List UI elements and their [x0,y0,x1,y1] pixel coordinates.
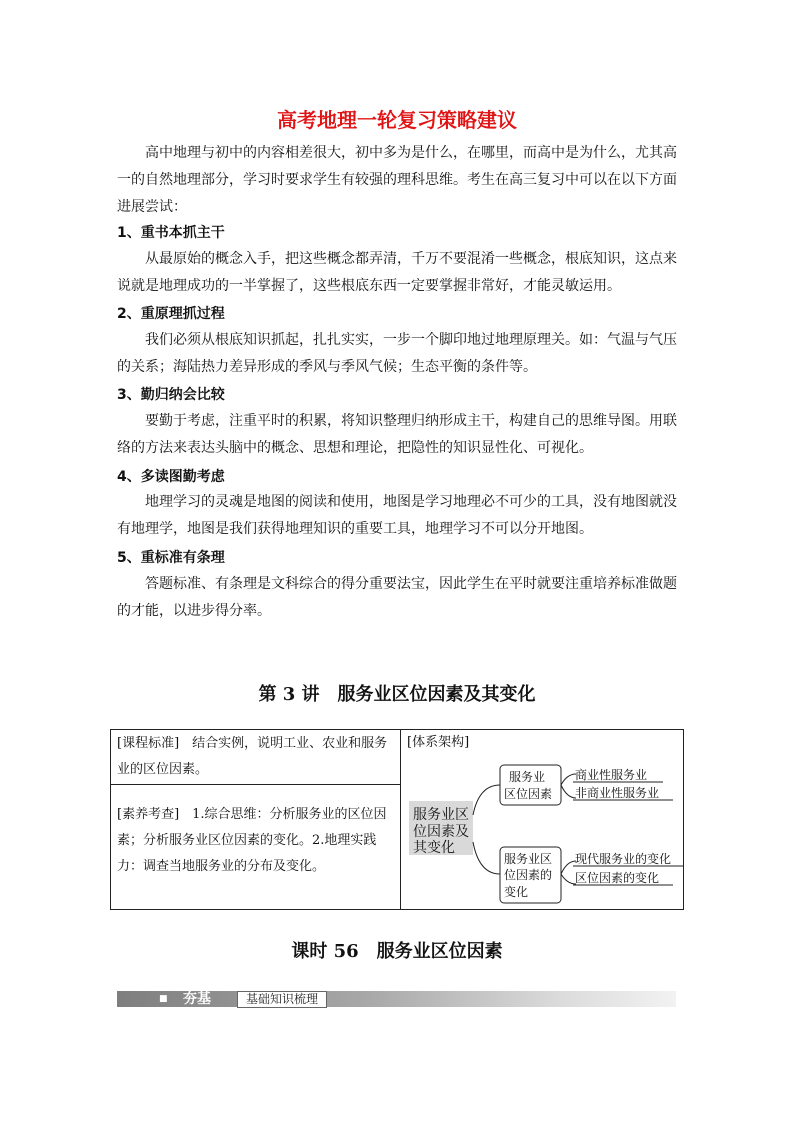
diagram-node2-line2: 位因素的 [504,868,553,882]
section-body-5: 答题标准、有条理是文科综合的得分重要法宝，因此学生在平时就要注重培养标准做题的才能，以进步得分率。 [117,576,677,619]
section-heading-4: 4、多读图勤考虑 [117,469,225,485]
overview-table [110,729,684,910]
diagram-leaf-factor-change: 区位因素的变化 [575,871,660,885]
section-banner [117,991,676,1007]
curriculum-standard-cell: [课程标准] 结合实例，说明工业、农业和服务业的区位因素。 [117,736,388,777]
diagram-node1-line1: 服务业 [509,770,546,784]
diagram-root-line1: 服务业区 [413,807,469,823]
diagram-root-line2: 位因素及 [413,824,469,840]
diagram-leaf-branch-upper-b [561,785,576,798]
section-body-2: 我们必须从根底知识抓起，扎扎实实，一步一个脚印地过地理原理关。如：气温与气压的关系；海陆热力差异形成的季风与季风气候；生态平衡的条件等。 [117,332,677,375]
section-heading-1: 1、重书本抓主干 [117,225,225,241]
diagram-node2-line1: 服务业区 [504,852,553,866]
diagram-leaf-commercial: 商业性服务业 [575,768,648,782]
main-title: 高考地理一轮复习策略建议 [277,108,517,132]
section-heading-3: 3、勤归纳会比较 [117,387,225,403]
diagram-root-line3: 其变化 [413,840,455,856]
lecture-title: 第 3 讲 服务业区位因素及其变化 [258,684,536,705]
structure-label: [体系架构] [407,735,470,750]
banner-bullet: ■ [159,994,168,1004]
lesson-title: 课时 56 服务业区位因素 [291,941,503,962]
diagram-leaf-noncommercial: 非商业性服务业 [575,786,660,800]
banner-label: 夯基 [183,991,211,1007]
diagram-leaf-modern-change: 现代服务业的变化 [575,852,672,866]
diagram-node1-line2: 区位因素 [504,787,553,801]
literacy-assessment-cell: [素养考查] 1.综合思维：分析服务业的区位因素；分析服务业区位因素的变化。2.地理实践力：调查当地服务业的分布及变化。 [117,807,387,874]
banner-label-area [117,991,235,1007]
section-body-1: 从最原始的概念入手，把这些概念都弄清，千万不要混淆一些概念，根底知识，这点来说就是地理成功的一半掌握了，这些根底东西一定要掌握非常好，才能灵敏运用。 [117,251,677,294]
diagram-leaf-branch-lower-a [561,861,576,874]
section-heading-2: 2、重原理抓过程 [117,306,225,322]
section-body-3: 要勤于考虑，注重平时的积累，将知识整理归纳形成主干，构建自己的思维导图。用联络的方法来表达头脑中的概念、思想和理论，把隐性的知识显性化、可视化。 [117,413,677,456]
diagram-branch-upper [473,785,500,815]
diagram-branch-lower [473,842,500,874]
diagram-leaf-branch-upper-a [561,774,576,785]
structure-diagram [401,730,684,910]
diagram-node2-line3: 变化 [504,885,529,899]
section-body-4: 地理学习的灵魂是地图的阅读和使用，地图是学习地理必不可少的工具，没有地图就没有地理学，地图是我们获得地理知识的重要工具，地理学习不可以分开地图。 [117,494,677,537]
diagram-leaf-branch-lower-b [561,874,576,884]
table-divider-horizontal [111,784,400,785]
banner-sublabel: 基础知识梳理 [237,991,327,1008]
intro-paragraph: 高中地理与初中的内容相差很大，初中多为是什么，在哪里，而高中是为什么，尤其高一的自然地理部分，学习时要求学生有较强的理科思维。考生在高三复习中可以在以下方面进展尝试： [117,145,677,215]
section-heading-5: 5、重标准有条理 [117,550,225,566]
